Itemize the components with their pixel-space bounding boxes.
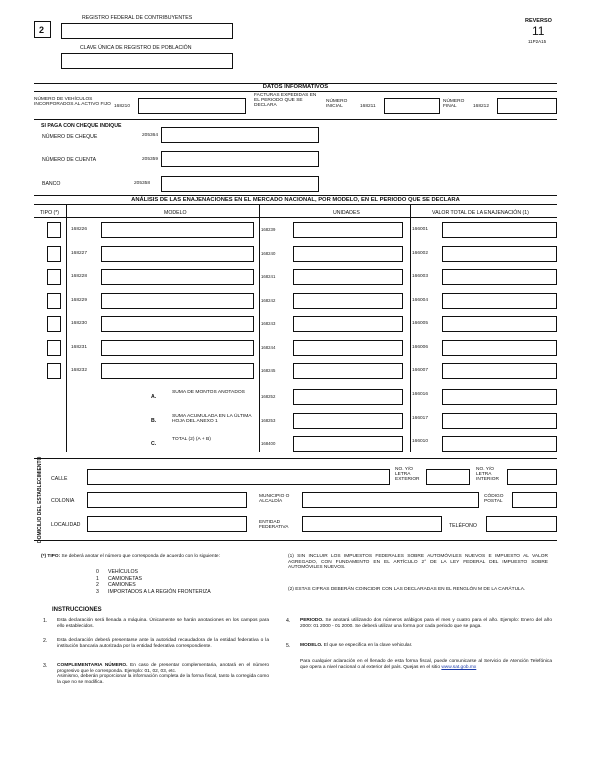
tipo-field[interactable] xyxy=(47,340,61,356)
valor-field[interactable] xyxy=(442,222,557,238)
sum-letter: A. xyxy=(151,394,157,400)
colonia-field[interactable] xyxy=(87,492,247,508)
codigo-postal-field[interactable] xyxy=(512,492,557,508)
modelo-code: 168231 xyxy=(71,344,88,350)
calle-label: CALLE xyxy=(51,476,68,482)
unidades-code: 168241 xyxy=(261,274,276,279)
instruccion-number: 4. xyxy=(286,618,291,624)
column-divider xyxy=(259,205,260,452)
calle-field[interactable] xyxy=(87,469,390,485)
tipo-note-text: Se deberá anotar el número que corresponda de acuerdo con lo siguiente: xyxy=(61,554,220,559)
numero-inicial-field[interactable] xyxy=(384,98,440,114)
instruccion-bold: COMPLEMENTARIA NÚMERO. xyxy=(57,663,128,668)
col-valor: VALOR TOTAL DE LA ENAJENACIÓN (1) xyxy=(432,210,529,216)
unidades-code: 168240 xyxy=(261,250,276,256)
modelo-field[interactable] xyxy=(101,269,254,285)
instruccion-number: 3. xyxy=(43,663,48,669)
column-divider xyxy=(66,205,67,452)
instruccion-body: Esta declaración deberá presentarse ante la autoridad recaudadora de la entidad federativa o la institución bancaria autorizada por la entidad federativa correspondiente. xyxy=(57,638,269,649)
no-exterior-label: NO. Y/O LETRA EXTERIOR xyxy=(395,467,420,483)
col-tipo: TIPO (*) xyxy=(40,210,60,216)
modelo-field[interactable] xyxy=(101,293,254,309)
enajenaciones-title: ANÁLISIS DE LAS ENAJENACIONES EN EL MERCADO NACIONAL, POR MODELO, EN EL PERIODO QUE SE DECLARA xyxy=(131,197,460,203)
instruccion-body: Esta declaración será llenada a máquina. Únicamente se harán anotaciones en los campos para ello establecidos. xyxy=(57,618,269,629)
valor-code: 166004 xyxy=(412,297,429,303)
valor-field[interactable] xyxy=(442,269,557,285)
numero-cheque-field[interactable] xyxy=(161,127,319,143)
unidades-field[interactable] xyxy=(293,293,403,309)
banco-code: 205358 xyxy=(134,181,151,186)
contact-body: Para cualquier aclaración en el llenado de esta forma fiscal, puede comunicarse al Servicio de Atención Telefónica que opera a nivel nacional o al exterior del país. Quejas en el sitio xyxy=(300,659,552,670)
modelo-field[interactable] xyxy=(101,222,254,238)
instruccion-body: El que se especifica en la clave vehicular. xyxy=(323,643,413,648)
unidades-code: 168239 xyxy=(261,227,276,232)
modelo-code: 168228 xyxy=(71,274,88,279)
numero-cuenta-code: 205359 xyxy=(142,157,159,162)
sum-valor-field[interactable] xyxy=(442,436,557,452)
no-exterior-field[interactable] xyxy=(426,469,470,485)
instruccion-text xyxy=(57,638,269,649)
valor-field[interactable] xyxy=(442,246,557,262)
modelo-field[interactable] xyxy=(101,246,254,262)
instruccion-text xyxy=(300,643,552,649)
tipo-field[interactable] xyxy=(47,316,61,332)
unidades-field[interactable] xyxy=(293,222,403,238)
facturas-label: FACTURAS EXPEDIDAS EN EL PERIODO QUE SE DECLARA xyxy=(254,93,317,109)
unidades-code: 168245 xyxy=(261,368,276,373)
form-code: 11P2A15 xyxy=(528,39,547,44)
unidades-code: 168243 xyxy=(261,321,276,326)
sum-unidades-field[interactable] xyxy=(293,389,403,405)
instruccion-text xyxy=(57,663,269,685)
tipo-number: 3 xyxy=(96,588,99,595)
page-number: 2 xyxy=(39,25,45,35)
rfc-field[interactable] xyxy=(61,23,233,39)
rule xyxy=(34,91,557,92)
vehiculos-code: 168210 xyxy=(114,104,131,109)
sum-valor-field[interactable] xyxy=(442,389,557,405)
unidades-field[interactable] xyxy=(293,269,403,285)
tipo-label: IMPORTADOS A LA REGIÓN FRONTERIZA xyxy=(108,588,211,595)
rule xyxy=(34,195,557,196)
sum-unidades-field[interactable] xyxy=(293,413,403,429)
codigo-postal-label: CÓDIGO POSTAL xyxy=(484,494,504,505)
localidad-label: LOCALIDAD xyxy=(51,522,81,528)
unidades-field[interactable] xyxy=(293,340,403,356)
sum-unidades-code: 168400 xyxy=(261,441,276,446)
rule xyxy=(34,204,557,205)
modelo-code: 168230 xyxy=(71,321,88,326)
modelo-code: 168229 xyxy=(71,297,88,303)
localidad-field[interactable] xyxy=(87,516,247,532)
numero-inicial-label: NÚMERO INICIAL xyxy=(326,99,348,110)
no-interior-field[interactable] xyxy=(507,469,557,485)
numero-final-field[interactable] xyxy=(497,98,557,114)
sum-unidades-code: 168252 xyxy=(261,394,276,399)
rule xyxy=(34,217,557,218)
tipo-field[interactable] xyxy=(47,293,61,309)
sum-label: TOTAL (2) (A + B) xyxy=(172,437,211,442)
numero-cheque-code: 205364 xyxy=(142,133,159,138)
sum-unidades-code: 168253 xyxy=(261,417,276,423)
col-unidades: UNIDADES xyxy=(333,210,360,216)
rule xyxy=(34,119,557,120)
telefono-label: TELÉFONO xyxy=(449,523,477,529)
instruccion-text xyxy=(57,618,269,629)
valor-field[interactable] xyxy=(442,340,557,356)
sum-label: SUMA DE MONTOS ANOTADOS xyxy=(172,390,245,395)
municipio-label: MUNICIPIO O ALCALDÍA xyxy=(259,494,290,505)
telefono-field[interactable] xyxy=(486,516,557,532)
modelo-code: 168226 xyxy=(71,227,88,232)
modelo-field[interactable] xyxy=(101,363,254,379)
modelo-field[interactable] xyxy=(101,340,254,356)
domicilio-side-label: DOMICILIO DEL ESTABLECIMIENTO xyxy=(37,456,43,543)
instruccion-text xyxy=(300,618,552,629)
municipio-field[interactable] xyxy=(302,492,479,508)
vehiculos-field[interactable] xyxy=(138,98,246,114)
instruccion-number: 5. xyxy=(286,643,291,649)
tipo-note xyxy=(41,554,273,560)
modelo-code: 168227 xyxy=(71,250,88,256)
sum-label: SUMA ACUMULADA EN LA ÚLTIMA HOJA DEL ANEXO 1 xyxy=(172,413,252,425)
curp-label: CLAVE ÚNICA DE REGISTRO DE POBLACIÓN xyxy=(80,45,192,51)
sum-valor-code: 166010 xyxy=(412,439,429,444)
tipo-field[interactable] xyxy=(47,269,61,285)
tipo-number: 1 xyxy=(96,575,99,582)
banco-field[interactable] xyxy=(161,176,319,192)
instruccion-extra: Asimismo, deberán proporcionar la información completa de la forma fiscal, tanto la corregida como la que no se modifica. xyxy=(57,674,269,685)
valor-code: 166007 xyxy=(412,368,429,373)
tipo-number: 2 xyxy=(96,582,99,589)
sum-valor-field[interactable] xyxy=(442,413,557,429)
instruccion-body: En caso de presentar complementaria, anotará en el número progresivo que le corresponda. Ejemplo: 01, 02, 03, etc. xyxy=(57,663,269,674)
valor-field[interactable] xyxy=(442,293,557,309)
banco-label: BANCO xyxy=(42,181,61,187)
tipo-number: 0 xyxy=(96,569,99,575)
col-modelo: MODELO xyxy=(164,210,187,216)
note-2: (2) ESTAS CIFRAS DEBERÁN COINCIDIR CON LAS DECLARADAS EN EL RENGLÓN M DE LA CARÁTULA. xyxy=(288,587,526,592)
instruccion-number: 2. xyxy=(43,638,48,644)
tipo-field[interactable] xyxy=(47,363,61,379)
vehiculos-label: NÚMERO DE VEHÍCULOS INCORPORADOS AL ACTIVO FIJO xyxy=(34,97,111,108)
unidades-code: 168244 xyxy=(261,344,276,350)
valor-code: 166005 xyxy=(412,321,429,326)
valor-code: 166002 xyxy=(412,250,429,256)
cheque-title: SI PAGA CON CHEQUE INDIQUE xyxy=(41,123,122,129)
reverso-label: REVERSO xyxy=(525,18,552,24)
curp-field[interactable] xyxy=(61,53,233,69)
valor-code: 166001 xyxy=(412,227,429,232)
instruccion-bold: MODELO. xyxy=(300,643,323,648)
instrucciones-title: INSTRUCCIONES xyxy=(52,607,102,613)
rfc-label: REGISTRO FEDERAL DE CONTRIBUYENTES xyxy=(82,15,193,21)
sum-unidades-field[interactable] xyxy=(293,436,403,452)
tipo-label: CAMIONES xyxy=(108,582,136,589)
tipo-field[interactable] xyxy=(47,222,61,238)
numero-cuenta-field[interactable] xyxy=(161,151,319,167)
numero-cuenta-label: NÚMERO DE CUENTA xyxy=(42,157,97,163)
final-code: 168212 xyxy=(473,104,490,109)
sum-letter: C. xyxy=(151,441,157,447)
form-number: 11 xyxy=(532,24,545,38)
modelo-code: 168232 xyxy=(71,368,88,373)
valor-field[interactable] xyxy=(442,363,557,379)
sum-valor-code: 166017 xyxy=(412,415,429,421)
modelo-field[interactable] xyxy=(101,316,254,332)
unidades-field[interactable] xyxy=(293,246,403,262)
valor-code: 166006 xyxy=(412,344,429,350)
colonia-label: COLONIA xyxy=(51,498,75,504)
unidades-field[interactable] xyxy=(293,363,403,379)
contact-link[interactable]: www.sat.gob.mx xyxy=(441,664,477,670)
unidades-field[interactable] xyxy=(293,316,403,332)
instruccion-bold: PERIODO. xyxy=(300,618,324,623)
tipo-field[interactable] xyxy=(47,246,61,262)
no-interior-label: NO. Y/O LETRA INTERIOR xyxy=(476,467,499,483)
note-1: (1) SIN INCLUIR LOS IMPUESTOS FEDERALES SOBRE AUTOMÓVILES NUEVOS E IMPUESTO AL VALOR AGREGADO, CON FUNDAMENTO EN EL ARTÍCULO 2° DE LA LEY FEDERAL DEL IMPUESTO SOBRE AUTOMÓVILES NUEVOS. xyxy=(288,554,548,571)
contact-text xyxy=(300,659,552,670)
numero-final-label: NÚMERO FINAL xyxy=(443,99,465,110)
instruccion-body: Se anotará utilizando dos números arábigos para el mes y cuatro para el año. Ejemplo: Enero del año 2000: 01 2000 - 01 2000. Se deberá utilizar una forma por cada periodo que se paga. xyxy=(300,618,552,629)
valor-code: 166003 xyxy=(412,274,429,279)
valor-field[interactable] xyxy=(442,316,557,332)
sum-valor-code: 166016 xyxy=(412,392,429,397)
sum-letter: B. xyxy=(151,417,157,424)
tipo-note-bold: (*) TIPO: xyxy=(41,554,61,559)
tipo-label: VEHÍCULOS xyxy=(108,569,138,575)
numero-cheque-label: NÚMERO DE CHEQUE xyxy=(42,134,98,140)
entidad-field[interactable] xyxy=(302,516,442,532)
entidad-label: ENTIDAD FEDERATIVA xyxy=(259,520,289,531)
rule xyxy=(34,458,557,459)
tipo-label: CAMIONETAS xyxy=(108,575,142,582)
informativos-title: DATOS INFORMATIVOS xyxy=(262,84,329,90)
instruccion-number: 1. xyxy=(43,618,48,624)
unidades-code: 168242 xyxy=(261,297,276,303)
inicial-code: 168211 xyxy=(360,104,376,109)
rule xyxy=(34,540,557,541)
column-divider xyxy=(410,205,411,452)
